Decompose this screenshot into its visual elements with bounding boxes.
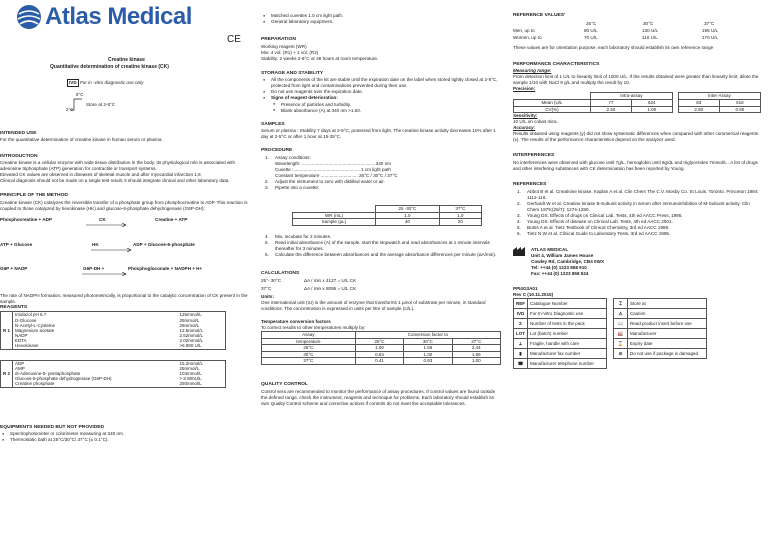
temp-conversion-table: [261, 331, 501, 365]
list-item: ● All the components of the kit are stable until the expiration date on the label when stored tightly closed at 2-8°C, protected from light and contaminations prevented during their use.: [261, 77, 498, 89]
reaction-1-enzyme: CK: [99, 216, 106, 222]
symbol-description: Do not use if package is damaged: [628, 349, 707, 359]
reaction-3: [0, 266, 256, 280]
ref-value: 110 U/L: [642, 35, 658, 41]
table-header: Intra-assay: [591, 93, 673, 100]
sensitivity-title: Sensitivity:: [513, 113, 538, 119]
table-header: Conversion factor to: [355, 331, 500, 338]
units-title: Units:: [261, 293, 275, 299]
references-list: [513, 189, 763, 238]
table-cell: 624: [631, 99, 672, 106]
list-item: ● Thermostatic bath at 25°C/30°C/ 37°C (± 0.1°C).: [0, 437, 256, 443]
symbol-icon: Σ: [514, 319, 528, 329]
table-cell: [514, 93, 591, 100]
symbol-row: [514, 319, 607, 329]
table-cell: 30°C: [262, 351, 356, 358]
assay-condition: Wavelength: ..........................................................340 nm: [275, 160, 391, 166]
ref-label: Men, up to: [513, 28, 535, 34]
symbol-description: For In-Vitro Diagnostic use: [528, 309, 607, 319]
symbol-row: [514, 359, 607, 369]
symbol-description: Manufacturer: [628, 329, 707, 339]
symbol-row: [614, 339, 707, 349]
table-row: [1, 381, 226, 387]
table-cell: 1.0: [375, 212, 439, 219]
reference-text: Abbot B et al. Creatinine kinase. Kaplan A et al. Clin Chem The C.V. Mosby Co. St Louis. Toronto. Princeton 1984: 1112-116.: [527, 188, 759, 200]
reference-item: 2. Gerhardt W et al. Creatine kinase B-Subunit activity in serum after immunoinhibition of M-Subunit activity. Clin Chem 1979;(25/7): 1274-1280.: [517, 200, 750, 212]
reference-text: Gerhardt W et al. Creatine kinase B-Subunit activity in serum after immunoinhibition of M-Subunit activity. Clin Chem 1979;(25/7): 1274-1280.: [527, 200, 750, 212]
table-cell: 1.00: [404, 351, 452, 358]
reagent-component: Imidazol pH 6.7: [15, 312, 47, 318]
atlas-medical-logo: [16, 4, 192, 30]
procedure-step: 2. Adjust the instrument to zero with distilled water or air.: [265, 178, 385, 184]
table-cell: 1.00: [452, 358, 500, 365]
reagent-label: R 1: [1, 312, 13, 349]
company-block: [513, 247, 763, 253]
procedure-step: 6. Calculate the difference between absorbances and the average absorbance differences per minute (ΔA/min).: [265, 252, 497, 258]
reagent-component: Hexokinase: [15, 343, 39, 349]
symbol-icon: ☎: [514, 359, 528, 369]
company-line: Cowley Rd, Cambridge, CB4 0WX: [531, 259, 605, 265]
table-header: 37°C: [439, 206, 481, 213]
samples-title: SAMPLES: [261, 121, 285, 127]
atlas-globe-icon: [16, 4, 42, 30]
symbol-description: Manufacturer fax number: [528, 349, 607, 359]
symbol-description: Read product insert before use: [628, 319, 707, 329]
precision-table: [513, 92, 761, 113]
assay-conditions: [261, 161, 498, 179]
reagent-component: ADP: [15, 360, 25, 366]
equipment-list: [0, 431, 256, 443]
symbol-description: Caution: [628, 309, 707, 319]
units-text: One international unit (IU) is the amount of enzyme that transforms 1 µmol of substrate per minute, in standard conditions. The concentration is expressed in units per litre of sample (U/L).: [261, 299, 486, 311]
references-title: REFERENCES: [513, 182, 547, 188]
table-cell: CV(%): [514, 106, 591, 113]
reagent-component: AMP: [15, 365, 25, 371]
list-item: ● General laboratory equipment.: [261, 19, 498, 25]
procedure-step: 1. Assay conditions:: [265, 154, 311, 160]
ref-label: Women, up to: [513, 35, 542, 41]
equipment-title: EQUIPMENTS NEEDED BUT NOT PROVIDED: [0, 424, 105, 430]
assay-condition: Constant temperature ............................. 25°C / 30°C / 37°C: [275, 172, 398, 178]
reagent-component: N-Acetyl-L-Cysteine: [15, 322, 56, 328]
calc-line: [261, 278, 498, 286]
reagent-component: Magnesium acetate: [15, 327, 55, 333]
table-cell: 0.63: [404, 358, 452, 365]
reaction-arrow-icon: [82, 272, 128, 276]
table-cell: 83: [678, 99, 719, 106]
reagent-component: NADP: [15, 333, 28, 339]
table-cell: 2.44: [452, 345, 500, 352]
list-item: ● Blank absorbance (A) at 340 nm >1.60.: [261, 108, 498, 114]
symbol-description: Manufacturer telephone number: [528, 359, 607, 369]
principle-title: PRINCIPLE OF THE METHOD: [0, 193, 68, 199]
interferences-text: No interferences were observed with glucose until 7g/L, hemoglobin until 5g/dL and triglycerides 7mmol/L . A list of drugs and other interfering substances with CK determination has been reported by Young.: [513, 159, 758, 171]
temp-conversion-text: To correct results to other temperatures multiply by:: [261, 324, 366, 330]
reaction-1-right: Creatine + ATP: [155, 216, 188, 222]
procedure-step-text: Mix, incubate for 2 minutes.: [275, 233, 332, 239]
procedure-title: PROCEDURE: [261, 148, 293, 154]
product-title: Creatine kinase: [108, 57, 145, 63]
calculations-title: CALCULATIONS: [261, 271, 300, 277]
procedure-step-text: Pipette into a cuvette:: [275, 185, 320, 190]
reagent-concentration: 25mmol/L: [179, 317, 200, 323]
symbol-description: Fragile, handle with care: [528, 339, 607, 349]
table-header: Inter-Assay: [678, 93, 760, 100]
symbols-legend: [513, 298, 763, 438]
samples-text: Serum or plasma : Stability 7 days at 2-8°C, protected from light. The creatine kinase activity decreases 10% after 1 day at 2-5°C or after 1 hour at 15-25°C.: [261, 128, 496, 140]
reagent-concentration: 125mmol/L: [179, 312, 202, 318]
symbol-row: [614, 319, 707, 329]
table-header: Assay: [262, 331, 356, 338]
quality-control-title: QUALITY CONTROL: [261, 382, 308, 388]
preparation-line: Mix: 4 vol. (R1) + 1 vol. (R2): [261, 49, 319, 55]
preparation-line: Working reagent (WR): [261, 43, 307, 49]
symbol-row: [614, 309, 707, 319]
list-item: ● Matched cuvettes 1.0 cm light path.: [261, 13, 498, 19]
table-cell: 77: [591, 99, 632, 106]
procedure-steps-2: [261, 179, 498, 191]
symbol-row: [614, 349, 707, 359]
symbol-icon: ⚠: [614, 309, 628, 319]
reagent-concentration: 103mmol/L: [179, 370, 202, 376]
symbol-description: Lot (batch) number: [528, 329, 607, 339]
reagents-title: REAGENTS: [0, 304, 28, 310]
intro-text-1: Creatine kinase is a cellular enzyme with wide tissue distribution in the body. Its physiological role is associated with adenosine triphosphate (ATP) generation for contractile or transport systems.: [0, 160, 236, 172]
ref-value: 130 U/L: [642, 28, 659, 34]
preparation-line: Stability: 2 weeks 2-8°C or 48 hours at room temperature.: [261, 55, 379, 61]
intro-text-2: Elevated CK values are observed in diseases of skeletal muscle and after myocardial infarction 1,6: [0, 172, 201, 178]
table-cell: WR (mL): [293, 212, 376, 219]
sensitivity-text: 10 U/L on cobas mira.: [513, 119, 558, 125]
symbol-row: [514, 309, 607, 319]
symbol-description: Catalogue Number: [528, 299, 607, 309]
company-line: Unit 4, William James House: [531, 253, 594, 259]
procedure-step-text: Assay conditions:: [275, 154, 311, 160]
intended-use-text: For the quantitative determination of creatine kinase in human serum or plasma.: [0, 137, 163, 143]
table-cell: 1.56: [404, 345, 452, 352]
company-name: ATLAS MEDICAL: [531, 247, 569, 252]
reaction-2-left: ATP + Glucose: [0, 241, 33, 247]
reaction-2-right: ADP + Glucose-6-phosphate: [133, 241, 195, 247]
table-cell: 0.80: [719, 106, 760, 113]
storage-sublist: [261, 102, 498, 114]
storage-text: Store at 2-8°C: [86, 102, 116, 107]
interferences-title: INTERFERENCES: [513, 153, 555, 159]
ivd-symbol: IVD: [69, 80, 77, 85]
reagent-concentration: 25mmol/L: [179, 365, 200, 371]
reference-text: Tietz N W et al. Clinical Guide to Laboratory Tests, 3rd ed AACC 1995.: [527, 230, 671, 236]
pipette-table: [292, 205, 482, 226]
storage-list: [261, 77, 498, 101]
table-cell: 25°C: [262, 345, 356, 352]
document-revision: Rev C (10.11.2015): [513, 292, 554, 298]
reaction-arrow-icon: [86, 223, 128, 227]
symbol-row: [514, 339, 607, 349]
preparation-title: PREPARATION: [261, 37, 296, 43]
symbol-row: [614, 329, 707, 339]
temp-conversion-title: Temperature conversion factors: [261, 318, 331, 324]
reference-item: 4. Young DS. Effects of disease on Clinical Lab. Tests, 4th ed AACC 2001.: [517, 218, 673, 224]
table-header: temperature: [262, 338, 356, 345]
ivd-line: [67, 79, 144, 87]
reaction-2-enzyme: HK: [92, 241, 99, 247]
temp-high: 8°C: [76, 92, 84, 97]
calc-temp: 37°C: [261, 285, 272, 291]
table-cell: 1.00: [355, 345, 403, 352]
reference-item: 1. Abbot B et al. Creatinine kinase. Kaplan A et al. Clin Chem The C.V. Mosby Co. St Louis. Toronto. Princeton 1984: 1112-116.: [517, 188, 759, 200]
symbol-row: [614, 299, 707, 309]
list-item: ● Do not use reagents over the expiration date.: [261, 89, 498, 95]
symbol-icon: 🏭: [614, 329, 628, 339]
temp-low: 2°C: [66, 107, 74, 112]
company-line: Fax: ++44 (0) 1223 858 524: [531, 271, 589, 277]
reagent-concentration: 250mmol/L: [179, 381, 202, 387]
reagent-component: EDTA: [15, 338, 27, 344]
table-cell: Mean (U/L: [514, 99, 591, 106]
precision-title: Precision:: [513, 86, 536, 92]
table-cell: 40: [375, 219, 439, 226]
symbol-icon: 📖: [614, 319, 628, 329]
table-cell: 1.0: [439, 212, 481, 219]
equipment-list-continued: [261, 13, 498, 25]
accuracy-title: Accuracy:: [513, 125, 536, 131]
calc-temp: 25°- 30°C: [261, 277, 282, 283]
performance-title: PERFORMANCE CHARACTERISTICS: [513, 61, 600, 67]
symbol-icon: ⟂: [514, 339, 528, 349]
procedure-step-text: Read initial absorbance (A) of the sample, start the stopwatch and read absorbances at 1 minute intervals thereafter for 3 minutes.: [275, 240, 490, 252]
list-item: ● Signs of reagent deterioration:: [261, 95, 498, 101]
reference-values-title: REFERENCE VALUES': [513, 13, 566, 18]
principle-text: Creatine kinase (CK) catalyzes the reversible transfer of a phosphate group from phosphocreatine to ADP. This reaction is coupled to those catalyzed by hexokinase (HK) and glucose-6-phosphate dehydrogenase (G6P-DH):: [0, 199, 248, 211]
intended-use-title: INTENDED USE: [0, 131, 37, 136]
reaction-3-left: G6P + NADP: [0, 265, 28, 271]
column-2: [261, 13, 498, 407]
ivd-text: For in -vitro diagnostic use only: [79, 80, 144, 85]
table-cell: 37°C: [262, 358, 356, 365]
reaction-3-enzyme: G6P-DH +: [83, 265, 105, 271]
ref-value: 80 U/L: [584, 28, 598, 34]
reference-text: Burtis A et al. Tietz Textbook of Clinical Chemistry, 3rd ed AACC 1999.: [527, 224, 670, 230]
reagent-component: D-Glucose: [15, 317, 37, 323]
reagent-concentration: 2.02mmol/L: [179, 338, 204, 344]
symbol-description: Number of tests in the pack: [528, 319, 607, 329]
reaction-1: [0, 217, 256, 231]
ref-value: 70 U/L: [584, 35, 598, 41]
product-subtitle: Quantitative determination of creatine kinase (CK): [50, 64, 169, 70]
reagent-concentration: >6 800 U/L: [179, 343, 202, 349]
measuring-range-title: Measuring range:: [513, 68, 552, 73]
symbol-icon: IVD: [514, 309, 528, 319]
procedure-step-text: Adjust the instrument to zero with distilled water or air.: [275, 178, 385, 184]
symbol-icon: REF: [514, 299, 528, 309]
intro-text-3: Clinical diagnosis should not be made on a single test result; it should integrate clinical and other laboratory data.: [0, 178, 230, 184]
table-header: [293, 206, 376, 213]
reagent-component: Glucose-6-phosphate dehydrogenase (G6P-DH): [15, 376, 112, 382]
list-item: ● Spectrophotometer or colorimeter measuring at 340 nm.: [0, 431, 256, 437]
table-cell: 616: [719, 99, 760, 106]
quality-control-text: Control sera are recommended to monitor the performance of assay procedures. If control values are found outside the defined range, check the instrument, reagents and technique for problems. Each laboratory should establish its own Quality Control scheme and corrective actions if controls do not meet the acceptable tolerances.: [261, 388, 496, 406]
table-cell: 1.56: [452, 351, 500, 358]
table-cell: Sample (µL): [293, 219, 376, 226]
reagent-concentration: 25mmol/L: [179, 322, 200, 328]
reaction-3-right: Phosphogluconate + NADPH + H+: [128, 265, 203, 271]
symbol-icon: ⊘: [614, 349, 628, 359]
table-cell: 0.64: [355, 351, 403, 358]
procedure-step: 3. Pipette into a cuvette:: [265, 185, 320, 190]
measuring-range-text: From detection limit of 1 U/L to linearity limit of 1000 U/L. If the results obtained were greater than linearity limit, dilute the sample 1/10 with NaCl 9 g/L and multiply the result by 10.: [513, 74, 759, 86]
storage-title: STORAGE AND STABILITY: [261, 70, 324, 76]
table-cell: 2.80: [678, 106, 719, 113]
assay-condition: Cuvette : ................................................... 1 cm light path: [275, 166, 391, 172]
procedure-step-text: Calculate the difference between absorbances and the average absorbance differences per minute (ΔA/min).: [275, 252, 497, 258]
column-1: [0, 131, 256, 443]
reagent-component: Creatine phosphate: [15, 381, 55, 387]
list-item: ● Presence of particles and turbidity.: [261, 102, 498, 108]
symbol-icon: ▮: [514, 349, 528, 359]
symbols-table-left: [513, 298, 607, 369]
reaction-arrow-icon: [91, 248, 133, 252]
procedure-steps-3: [261, 234, 498, 258]
table-header: 37°C: [452, 338, 500, 345]
calc-formula: ΔA / min x 4127 = U/L CK: [304, 277, 357, 283]
reagent-component: di-Adenosine-5- pentaphosphate: [15, 370, 81, 376]
symbol-row: [514, 299, 607, 309]
ref-header: 37°C: [704, 21, 715, 27]
reference-item: 6. Tietz N W et al. Clinical Guide to Laboratory Tests, 3rd ed AACC 1995.: [517, 230, 671, 236]
intro-title: INTRODUCTION: [0, 153, 38, 159]
procedure-step: 5. Read initial absorbance (A) of the sample, start the stopwatch and read absorbances at 1 minute intervals thereafter for 3 minutes.: [265, 240, 490, 252]
symbol-icon: ⌶: [614, 299, 628, 309]
table-header: 25 -30°C: [375, 206, 439, 213]
logo-text: Atlas Medical: [45, 3, 192, 31]
table-cell: 1.00: [631, 106, 672, 113]
symbol-icon: ⌛: [614, 339, 628, 349]
table-cell: 20: [439, 219, 481, 226]
ce-mark: CE: [227, 34, 241, 45]
reagent-concentration: 15.2mmol/L: [179, 360, 204, 366]
reagent-r1-table: [0, 311, 226, 349]
reference-text: Young DS. Effects of drugs on Clinical Lab. Tests, 4th ed AACC Press, 1995.: [527, 212, 683, 218]
symbol-row: [514, 329, 607, 339]
reference-note: These values are for orientation purpose; each laboratory should establish its own reference range: [513, 45, 714, 51]
table-cell: 2.50: [591, 106, 632, 113]
table-header: 30°C: [404, 338, 452, 345]
reagent-label: R 2: [1, 360, 13, 387]
company-line: Tel: ++44 (0) 1223 858 910: [531, 265, 587, 271]
symbols-table-right: [613, 298, 707, 359]
factory-icon: [513, 247, 527, 256]
reagent-concentration: 2.52mmol/L: [179, 333, 204, 339]
procedure-step: 4. Mix, incubate for 2 minutes.: [265, 233, 332, 239]
ref-value: 170 U/L: [702, 35, 719, 41]
reaction-1-left: Phosphocreatine + ADP: [0, 216, 53, 222]
table-cell: 0.41: [355, 358, 403, 365]
reagent-concentration: > 8 800U/L: [179, 376, 202, 382]
table-header: 25°C: [355, 338, 403, 345]
column-3: [513, 13, 763, 438]
calc-line: [261, 286, 498, 294]
ref-value: 195 U/L: [702, 28, 719, 34]
reagent-concentration: 12.5mmol/L: [179, 327, 204, 333]
accuracy-text: Results obtained using reagents (y) did not show systematic differences when compared with other commercial reagents (x). The results of the performance characteristics depend on the analyzer used.: [513, 131, 759, 143]
symbol-icon: LOT: [514, 329, 528, 339]
calc-formula: ΔA / min x 8095 = U/L CK: [304, 285, 357, 291]
document-code: PPI4G3A01: [513, 286, 538, 292]
company-address: [513, 253, 763, 277]
storage-temp-graphic: [66, 92, 116, 114]
reference-text: Young DS. Effects of disease on Clinical Lab. Tests, 4th ed AACC 2001.: [527, 218, 673, 224]
ref-header: 30°C: [643, 21, 654, 27]
reference-item: 5. Burtis A et al. Tietz Textbook of Clinical Chemistry, 3rd ed AACC 1999.: [517, 224, 670, 230]
reference-item: 3. Young DS. Effects of drugs on Clinical Lab. Tests, 4th ed AACC Press, 1995.: [517, 212, 683, 218]
reaction-2: [0, 242, 256, 256]
reference-values-grid: [513, 21, 763, 45]
symbol-description: Store at: [628, 299, 707, 309]
rate-text: The rate of NADPH formation, measured photometrically, is proportional to the catalytic concentration of CK present in the sample.: [0, 292, 248, 304]
reagent-r2-table: [0, 360, 226, 388]
symbol-description: Expiry date: [628, 339, 707, 349]
ref-header: 25°C: [586, 21, 597, 27]
procedure-steps: [261, 155, 498, 161]
symbol-row: [514, 349, 607, 359]
table-row: [1, 343, 226, 349]
